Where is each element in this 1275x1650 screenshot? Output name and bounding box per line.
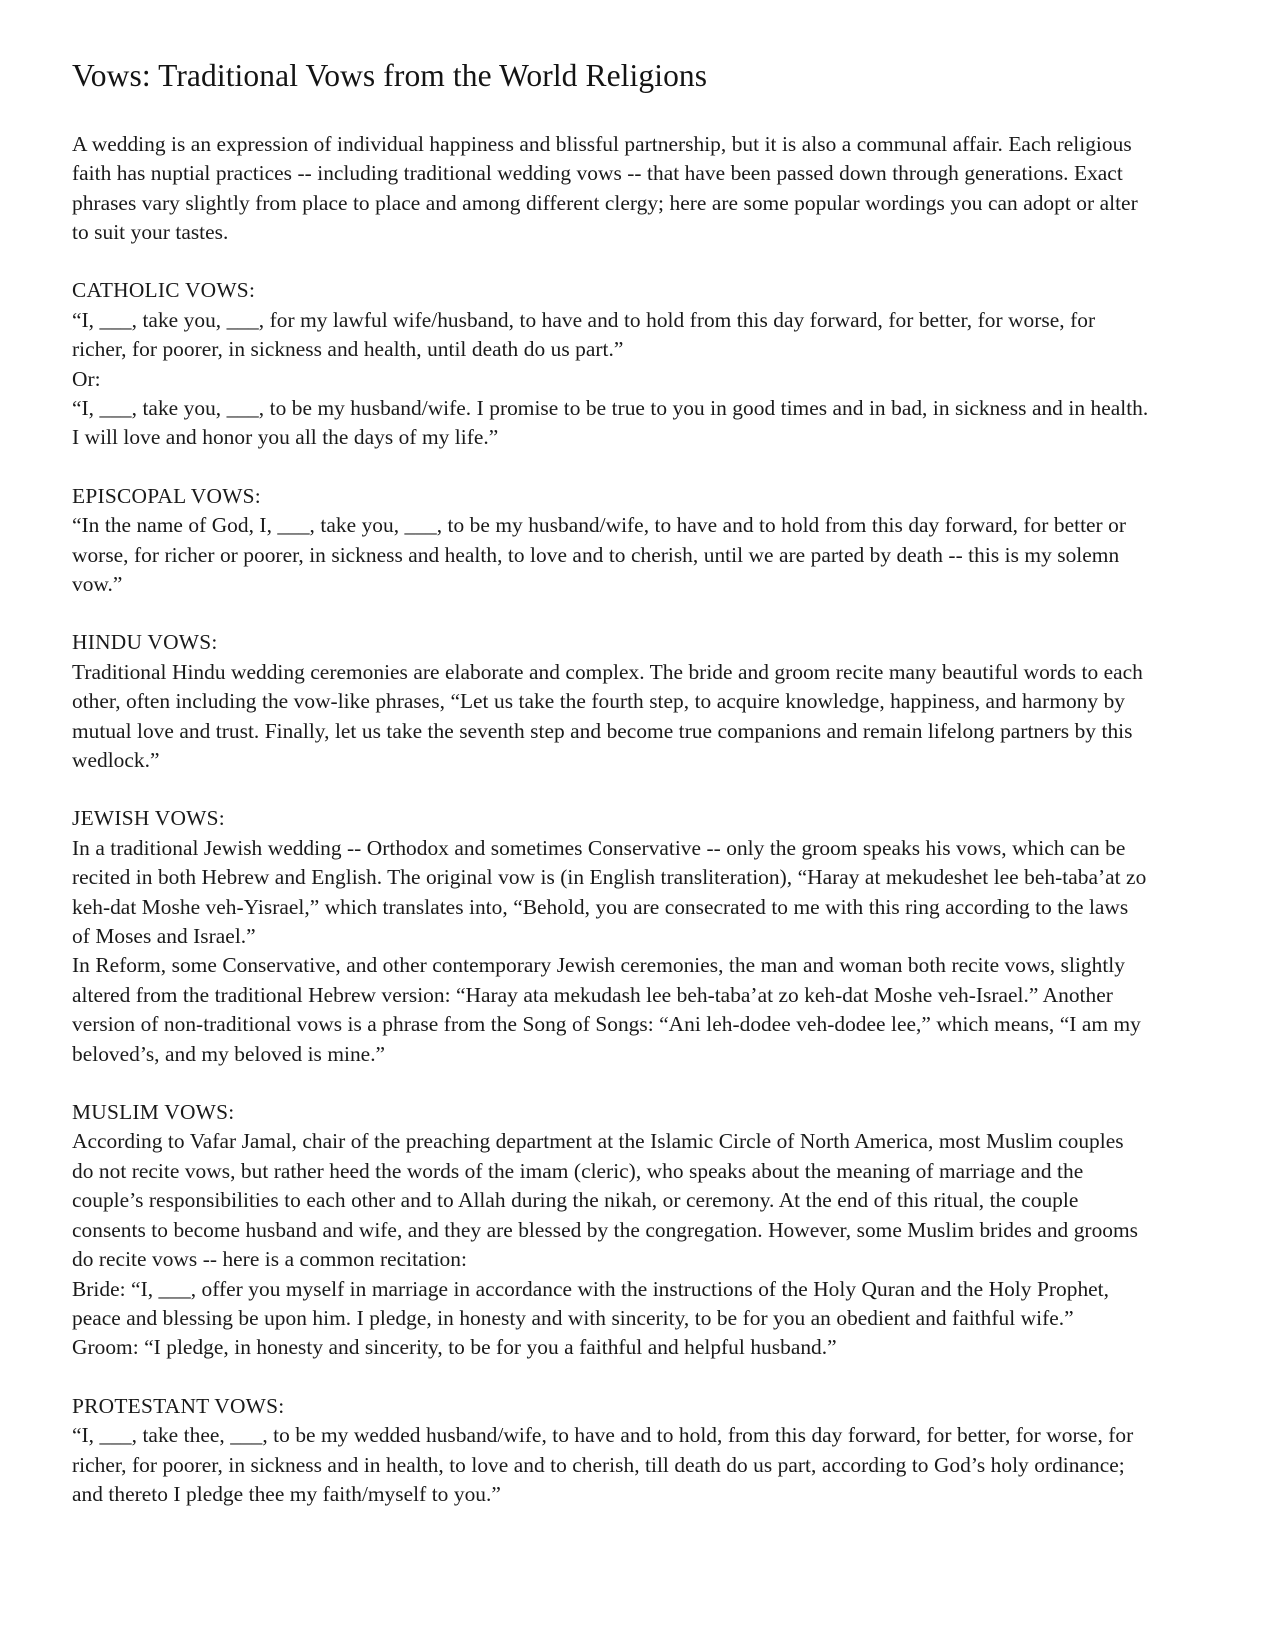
section-paragraph: “I, ___, take thee, ___, to be my wedded husband/wife, to have and to hold, from this day forward, for better, for worse, for richer, for poorer, in sickness and in health, to love and to cherish, till death do us part, according to God’s holy ordinance; and thereto I pledge thee my faith/myself to you.” bbox=[72, 1423, 1134, 1506]
section-paragraph: “I, ___, take you, ___, to be my husband/wife. I promise to be true to you in good times and in bad, in sickness and in health. I will love and honor you all the days of my life.” bbox=[72, 395, 1149, 450]
section-heading-protestant: PROTESTANT VOWS: bbox=[72, 1393, 285, 1418]
section-paragraph: Bride: “I, ___, offer you myself in marriage in accordance with the instructions of the Holy Quran and the Holy Prophet, peace and blessing be upon him. I pledge, in honesty and with sincerity, to be for you an obedient and faithful wife.” bbox=[72, 1276, 1110, 1330]
section-muslim bbox=[72, 1098, 1149, 1363]
section-heading-hindu: HINDU VOWS: bbox=[72, 630, 218, 655]
section-heading-muslim: MUSLIM VOWS: bbox=[72, 1100, 235, 1125]
section-paragraph: Groom: “I pledge, in honesty and sincerity, to be for you a faithful and helpful husband.” bbox=[72, 1335, 837, 1360]
section-heading-catholic: CATHOLIC VOWS: bbox=[72, 278, 256, 303]
section-paragraph: “I, ___, take you, ___, for my lawful wife/husband, to have and to hold from this day forward, for better, for worse, for richer, for poorer, in sickness and health, until death do us part.” bbox=[72, 307, 1096, 362]
section-jewish bbox=[72, 804, 1149, 1069]
section-paragraph: Or: bbox=[72, 366, 101, 391]
section-paragraph: In Reform, some Conservative, and other contemporary Jewish ceremonies, the man and woman both recite vows, slightly altered from the traditional Hebrew version: “Haray ata mekudash lee beh-taba’at zo keh-dat Moshe veh-Israel.” Another version of non-traditional vows is a phrase from the Song of Songs: “Ani leh-dodee veh-dodee lee,” which means, “I am my beloved’s, and my beloved is mine.” bbox=[72, 953, 1141, 1066]
section-paragraph: According to Vafar Jamal, chair of the preaching department at the Islamic Circle of North America, most Muslim couples do not recite vows, but rather heed the words of the imam (cleric), who speaks about the meaning of marriage and the couple’s responsibilities to each other and to Allah during the nikah, or ceremony. At the end of this ritual, the couple consents to become husband and wife, and they are blessed by the congregation. However, some Muslim brides and grooms do recite vows -- here is a common recitation: bbox=[72, 1129, 1139, 1272]
section-paragraph: In a traditional Jewish wedding -- Orthodox and sometimes Conservative -- only the groom speaks his vows, which can be recited in both Hebrew and English. The original vow is (in English transliteration), “Haray at mekudeshet lee beh-taba’at zo keh-dat Moshe veh-Yisrael,” which translates into, “Behold, you are consecrated to me with this ring according to the laws of Moses and Israel.” bbox=[72, 835, 1147, 949]
page-title: Vows: Traditional Vows from the World Religions bbox=[72, 58, 708, 93]
intro-paragraph: A wedding is an expression of individual happiness and blissful partnership, but it is also a communal affair. Each religious faith has nuptial practices -- including traditional wedding vows -- that have been passed down through generations. Exact phrases vary slightly from place to place and among different clergy; here are some popular wordings you can adopt or alter to suit your tastes. bbox=[72, 131, 1138, 244]
section-hindu bbox=[72, 628, 1149, 775]
section-episcopal bbox=[72, 482, 1149, 600]
section-protestant bbox=[72, 1392, 1149, 1510]
section-paragraph: Traditional Hindu wedding ceremonies are elaborate and complex. The bride and groom recite many beautiful words to each other, often including the vow-like phrases, “Let us take the fourth step, to acquire knowledge, happiness, and harmony by mutual love and trust. Finally, let us take the seventh step and become true companions and remain lifelong partners by this wedlock.” bbox=[72, 659, 1143, 772]
section-heading-jewish: JEWISH VOWS: bbox=[72, 806, 225, 831]
section-catholic bbox=[72, 276, 1149, 452]
section-heading-episcopal: EPISCOPAL VOWS: bbox=[72, 483, 261, 508]
section-paragraph: “In the name of God, I, ___, take you, ___, to be my husband/wife, to have and to hold from this day forward, for better or worse, for richer or poorer, in sickness and health, to love and to cherish, until we are parted by death -- this is my solemn vow.” bbox=[72, 513, 1127, 596]
